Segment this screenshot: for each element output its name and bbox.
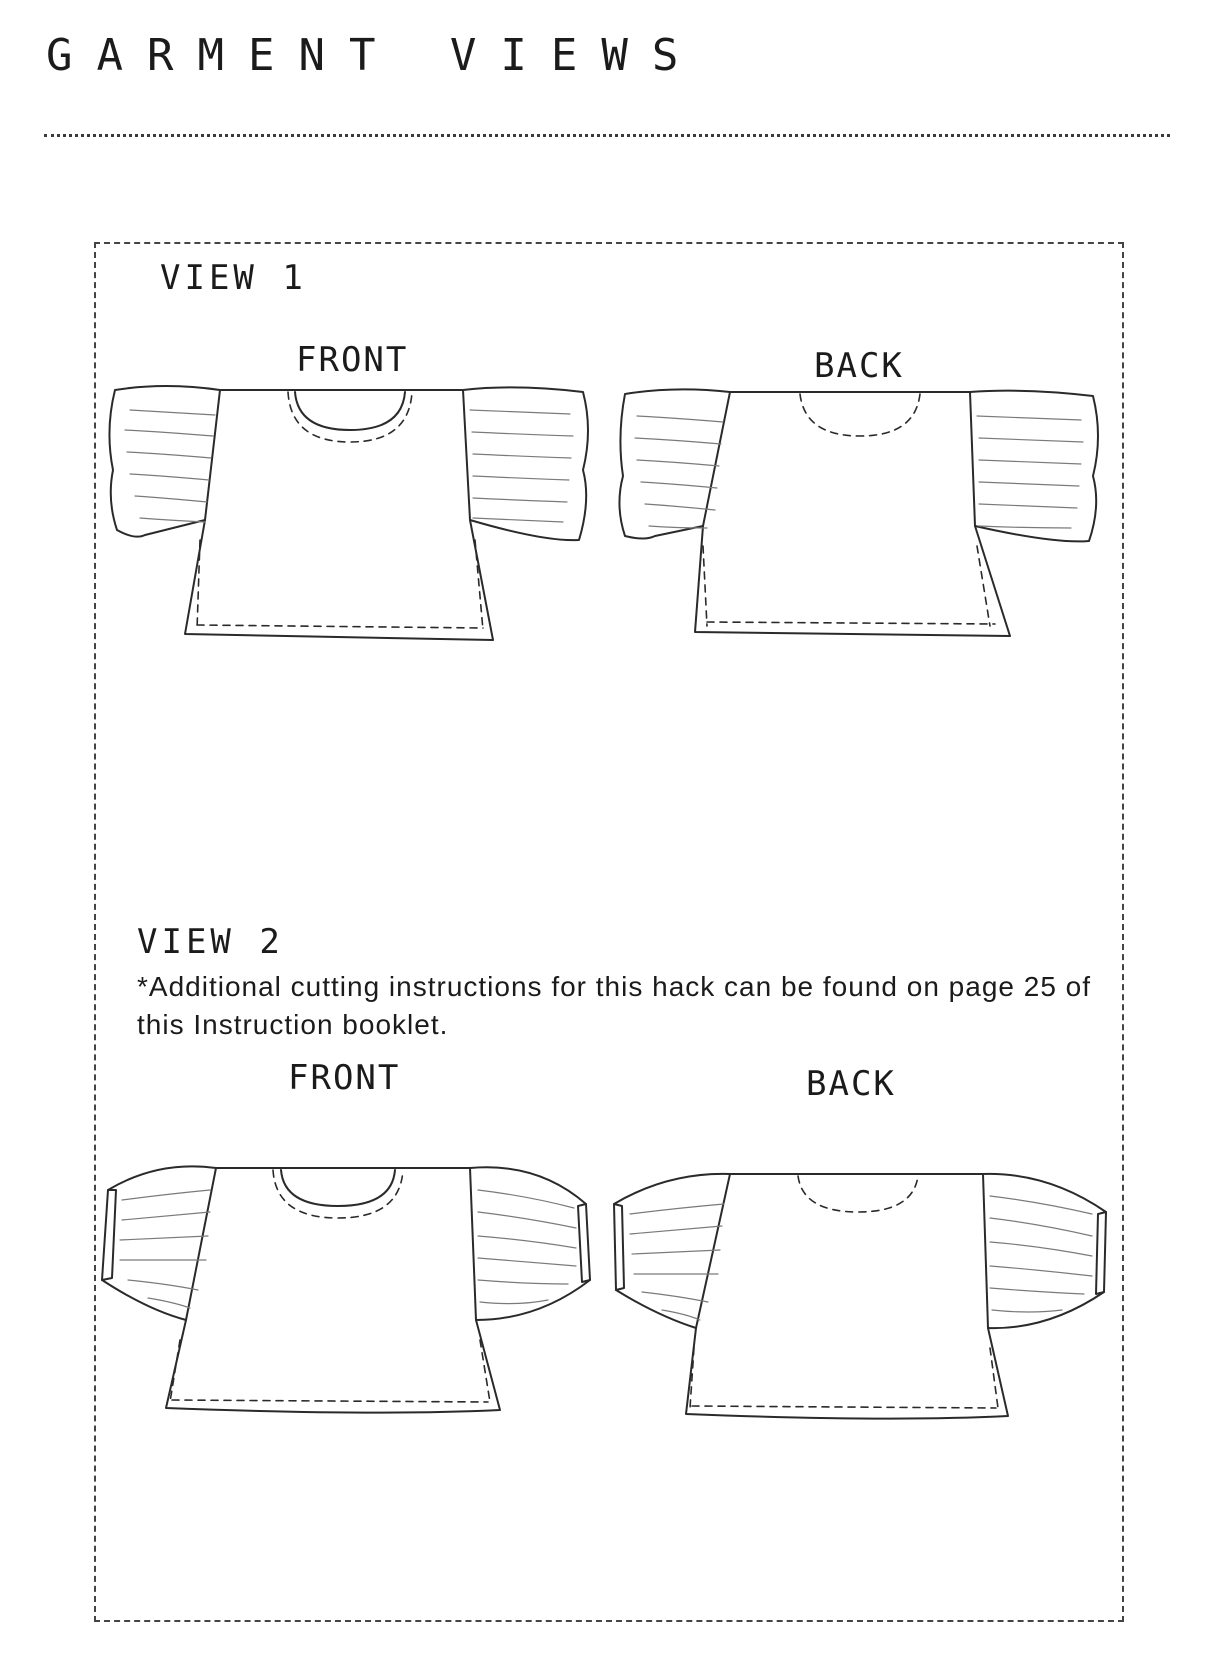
view-2-label: VIEW 2 (137, 922, 284, 962)
view-2-back-label: BACK (806, 1064, 896, 1104)
title-divider (44, 134, 1170, 137)
view-2-back-illustration (608, 1168, 1113, 1430)
view-1-front-label: FRONT (296, 340, 409, 380)
view-1-front-illustration (105, 370, 595, 645)
page-title: GARMENT VIEWS (46, 30, 703, 81)
view-2-front-label: FRONT (288, 1058, 401, 1098)
view-1-back-label: BACK (814, 346, 904, 386)
view-2-front-illustration (98, 1160, 598, 1430)
view-2-note: *Additional cutting instructions for this hack can be found on page 25 of this Instruction booklet. (137, 971, 1092, 1040)
view-1-label: VIEW 1 (160, 258, 307, 298)
view-1-back-illustration (615, 376, 1105, 646)
